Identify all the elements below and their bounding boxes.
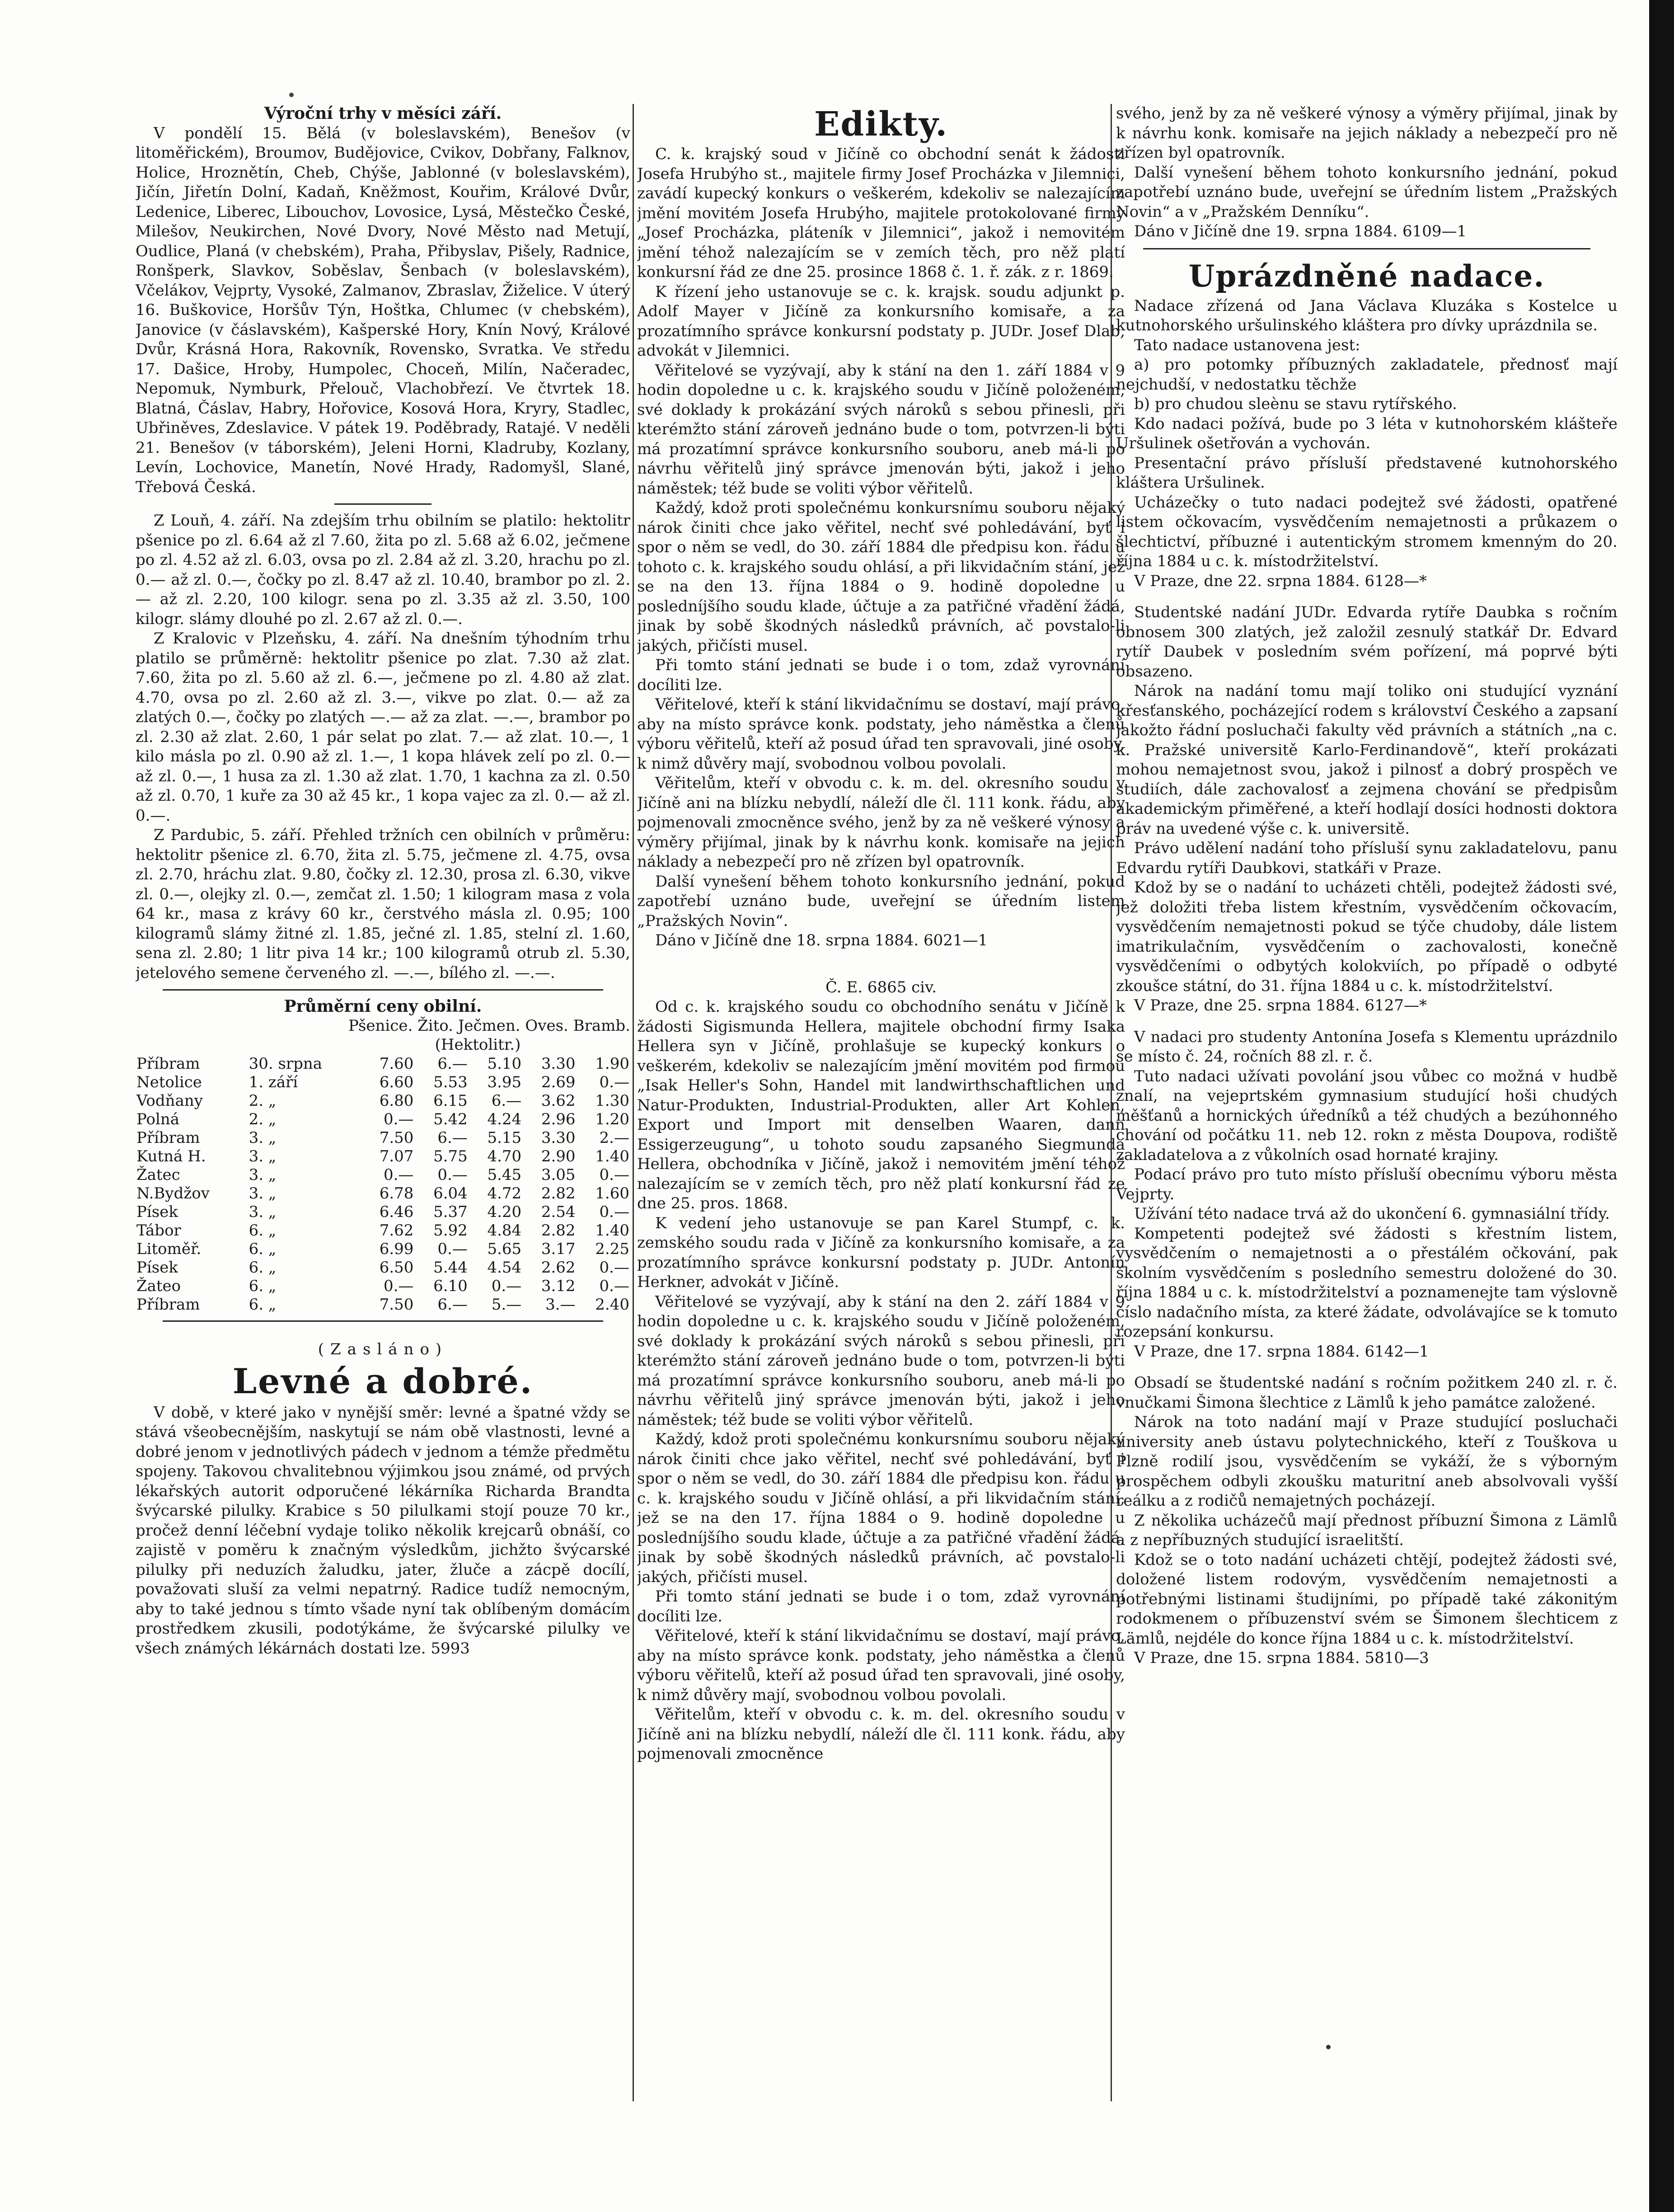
nadace-paragraph: Právo udělení nadání toho přísluší synu zakladatelovu, panu Edvardu rytíři Daubkovi, statkáři v Praze. (1116, 839, 1618, 877)
table-cell-price: 6.— (437, 1055, 468, 1073)
table-cell-price: 5.45 (487, 1166, 522, 1184)
table-cell-price: 6.46 (379, 1203, 414, 1221)
table-cell-price: 0.— (383, 1166, 414, 1184)
table-cell-price: 1.90 (595, 1055, 629, 1073)
nadace-paragraph: Kompetenti podejtež své žádosti s křestním listem, vysvědčením o nemajetnosti a o přestálém očkování, pak školním vysvědčením s posledního semestru doložené do 30. října 1884 u c. k. místodržitelství a poznamenejte tam výslovně číslo nadačního místa, za které žádate, odvolávajíce se k tomuto rozepsání konkursu. (1116, 1224, 1618, 1341)
edict-continuation: svého, jenž by za ně veškeré výnosy a výměry přijímal, jinak by k návrhu konk. komisaře na jejich náklady a nebezpečí pro ně zřízen byl opatrovník. (1116, 104, 1618, 162)
table-row (136, 1203, 630, 1221)
table-cell-price: 2.69 (541, 1073, 576, 1091)
table-cell-price: 5.42 (433, 1110, 468, 1128)
table-cell-price: 5.37 (433, 1203, 468, 1221)
edict-signature: Dáno v Jičíně dne 18. srpna 1884. 6021—1 (655, 931, 988, 949)
nadace-heading: Uprázdněné nadace. (1188, 258, 1545, 294)
nadace-paragraph: a) pro potomky příbuzných zakladatele, přednosť mají nejchudší, v nedostatku těchže (1116, 356, 1618, 394)
table-cell-price: 5.53 (433, 1073, 468, 1091)
table-cell-price: 7.60 (379, 1055, 414, 1073)
edict-paragraph: Věřitelové, kteří k stání likvidačnímu se dostaví, mají právo, aby na místo správce konk. podstaty, jeho náměstka a členů výboru věřitelů, kteří až posud úřad ten spravovali, jiné osoby, k nimž důvěry mají, svobodnou volbou povolali. (637, 695, 1125, 773)
table-cell-price: 5.44 (433, 1259, 468, 1277)
table-cell-price: 0.— (437, 1240, 468, 1258)
table-cell-price: 1.30 (595, 1092, 629, 1110)
table-cell-price: 3.05 (541, 1166, 576, 1184)
table-cell-town: Litoměř. (136, 1240, 202, 1258)
table-cell-price: 4.24 (487, 1110, 522, 1128)
table-cell-price: 6.60 (379, 1073, 414, 1091)
table-cell-date: 6. „ (249, 1259, 277, 1277)
separator (163, 1320, 603, 1322)
table-cell-price: 2.25 (595, 1240, 629, 1258)
table-cell-date: 6. „ (249, 1277, 277, 1295)
table-cell-price: 5.75 (433, 1147, 468, 1165)
column-left (136, 104, 630, 2092)
table-cell-price: 6.— (491, 1092, 522, 1110)
table-cell-price: 3.30 (541, 1129, 576, 1147)
edict-paragraph: Věřitelové se vyzývají, aby k stání na den 1. září 1884 v 9 hodin dopoledne u c. k. krajského soudu v Jičíně položeném, své doklady k prokázání svých nároků s sebou přinesli, při kterémžto stání zároveň jednáno bude o tom, potvrzen-li býti má prozatímní správce konkursního souboru, aneb má-li po návrhu věřitelů jiný správce jmenován býti, jakož i jeho náměstek; též bude se voliti výbor věřitelů. (637, 361, 1125, 498)
table-cell-date: 3. „ (249, 1203, 277, 1221)
table-cell-price: 0.— (599, 1203, 629, 1221)
table-cell-town: Netolice (136, 1073, 202, 1091)
markets-text: V pondělí 15. Bělá (v boleslavském), Benešov (v litoměřickém), Broumov, Budějovice, Cvikov, Dobřany, Falknov, Holice, Hroznětín, Cheb, Chýše, Jablonné (v boleslavském), Jičín, Jiřetín Dolní, Kadaň, Kněžmost, Kouřim, Králové Dvůr, Ledenice, Liberec, Libouchov, Lovosice, Lysá, Městečko České, Milešov, Neukirchen, Nové Dvory, Nové Město nad Metují, Oudlice, Planá (v chebském), Praha, Přibyslav, Pišely, Radnice, Ronšperk, Slavkov, Soběslav, Šenbach (v boleslavském), Včelákov, Vejprty, Vysoké, Zalmanov, Zbraslav, Žiželice. V úterý 16. Buškovice, Horšův Týn, Hoštka, Chlumec (v chebském), Janovice (v čáslavském), Kašperské Hory, Knín Nový, Králové Dvůr, Krásná Hora, Rakovník, Rovensko, Svratka. Ve středu 17. Dašice, Hroby, Humpolec, Choceň, Milín, Načeradec, Nepomuk, Nymburk, Přelouč, Vlachobřezí. Ve čtvrtek 18. Blatná, Čáslav, Habry, Hořovice, Kosová Hora, Kryry, Stadlec, Ubřiněves, Zdeslavice. V pátek 19. Poděbrady, Ratajé. V neděli 21. Benešov (v táborském), Jeleni Horni, Kladruby, Kozlany, Levín, Lochovice, Manetín, Nové Hrady, Radomyšl, Slané, Třebová Česká. (136, 124, 630, 496)
table-cell-date: 30. srpna (249, 1055, 323, 1073)
table-cell-price: 7.50 (379, 1129, 414, 1147)
pardubic-report: Z Pardubic, 5. září. Přehled tržních cen obilních v průměru: hektolitr pšenice zl. 6.70, žita zl. 5.75, ječmene zl. 4.75, ovsa zl. 2.70, hráchu zlat. 9.80, čočky zl. 12.30, prosa zl. 6.30, vikve zl. 0.—, olejky zl. 0.—, zemčat zl. 1.50; 1 kilogram masa z vola 64 kr., masa z krávy 60 kr., čerstvého másla zl. 0.95; 100 kilogramů slámy žitné zl. 1.85, ječné zl. 1.85, stelní zl. 1.60, sena zl. 2.80; 1 litr piva 14 kr.; 100 kilogramů otrub zl. 5.30, jetelového semene červeného zl. —.—, bílého zl. —.—. (136, 826, 630, 982)
table-cell-date: 6. „ (249, 1296, 277, 1314)
nadace-signature: V Praze, dne 17. srpna 1884. 6142—1 (1134, 1342, 1429, 1361)
nadace-paragraph: Tato nadace ustanovena jest: (1134, 336, 1360, 354)
table-cell-price: 7.62 (379, 1221, 414, 1240)
table-cell-town: Příbram (136, 1129, 200, 1147)
nadace-paragraph: Nárok na toto nadání mají v Praze studující posluchači university aneb ústavu polytechnického, kteří z Touškova u Plzně rodilí jsou, vysvědčením se vykáží, že s výborným prospěchem odbyli zkoušku maturitní aneb absolvovali vyšší reálku a z rodičů nemajetných pocházejí. (1116, 1413, 1618, 1510)
table-cell-town: Kutná H. (136, 1147, 206, 1165)
nadace-paragraph: Obsadí se študentské nadání s ročním požitkem 240 zl. r. č. vnučkami Šimona šlechtice z Lämlů k jeho památce založené. (1116, 1374, 1618, 1412)
table-cell-price: 4.54 (487, 1259, 522, 1277)
nadace-paragraph: V nadaci pro studenty Antonína Josefa s Klementu uprázdnilo se místo č. 24, ročních 88 zl. r. č. (1116, 1028, 1618, 1066)
table-cell-price: 2.— (599, 1129, 629, 1147)
table-cell-price: 7.50 (379, 1296, 414, 1314)
edict-paragraph: Věřitelům, kteří v obvodu c. k. m. del. okresního soudu v Jičíně ani na blízku nebydlí, náleží dle čl. 111 konk. řádu, aby pojmenovali zmocněnce (637, 1705, 1125, 1763)
table-cell-town: Písek (136, 1259, 178, 1277)
zaslano-label: (Zasláno) (318, 1340, 448, 1358)
table-cell-price: 2.82 (541, 1221, 576, 1240)
table-cell-price: 3.95 (487, 1073, 522, 1091)
nadace-paragraph: Kdo nadaci požívá, bude po 3 léta v kutnohorském klášteře Uršulinek ošetřován a vychován. (1116, 414, 1618, 452)
table-cell-price: 6.— (437, 1296, 468, 1314)
table-cell-price: 1.40 (595, 1147, 629, 1165)
table-cell-price: 2.40 (595, 1296, 629, 1314)
levne-text: V době, v které jako v nynější směr: levné a špatné vždy se stává všeobecnějším, naskytují se nám obě vlastnosti, levné a dobré jenom v jednotlivých pádech v jednom a témže předmětu spojeny. Takovou chvalitebnou výjimkou jsou známé, od prvých lékařských autorit odporučené lékárníka Richarda Brandta švýcarské pilulky. Krabice s 50 pilulkami stojí pouze 70 kr., pročež denní léčební vydaje toliko několik krejcarů obnáší, co zajistě v poměru k značným výsledkům, jichžto švýcarské pilulky při neduzích žaludku, jater, žluče a zácpě docílí, považovati sluší za velmi nepatrný. Radice tudíž nemocným, aby to také jednou s tímto všade nyní tak oblíbeným domácím prostředkem zkusili, podotýkáme, že švýcarské pilulky ve všech známých lékárnách dostati lze. 5993 (136, 1403, 630, 1658)
table-cell-price: 6.78 (379, 1184, 414, 1202)
table-cell-price: 3.12 (541, 1277, 576, 1295)
table-cell-price: 0.— (599, 1277, 629, 1295)
table-cell-price: 5.10 (487, 1055, 522, 1073)
table-row (136, 1110, 630, 1129)
levne-heading: Levné a dobré. (232, 1361, 534, 1401)
table-cell-date: 1. září (249, 1073, 298, 1091)
table-cell-price: 2.62 (541, 1259, 576, 1277)
table-cell-price: 4.70 (487, 1147, 522, 1165)
table-cell-town: Vodňany (136, 1092, 203, 1110)
table-cell-date: 6. „ (249, 1221, 277, 1240)
nadace-paragraph: Kdož by se o nadání to ucházeti chtěli, podejtež žádosti své, jež doložiti třeba listem křestním, vysvědčením očkovacím, vysvědčením nemajetnosti pokud se týče chudoby, dále listem imatrikulačním, vysvědčením o zachovalosti, konečně vysvědčeními o odbytých kolokviích, po případě o odbyté zkoušce státní, do 31. října 1884 u c. k. místodržitelství. (1116, 878, 1618, 995)
table-row (136, 1296, 630, 1314)
edict-paragraph: Každý, kdož proti společnému konkursnímu souboru nějaký nárok činiti chce jako věřitel, nechť své pohledávání, byť i spor o něm se vedl, do 30. září 1884 dle předpisu kon. řádu u tohoto c. k. krajského soudu ohlásí, a při likvidačním stání, jež se na den 13. října 1884 o 9. hodině dopoledne u posledníjšího soudu klade, účtuje a za patřičné vřadění žádá, jinak by sobě škodných následků právních, ač povstalo-li jakých, přičísti musel. (637, 499, 1125, 655)
table-cell-price: 0.— (437, 1166, 468, 1184)
column-right (1116, 104, 1618, 2110)
table-cell-date: 3. „ (249, 1129, 277, 1147)
nadace-paragraph: Nadace zřízená od Jana Václava Kluzáka s Kostelce u kutnohorského uršulinského kláštera pro dívky uprázdnila se. (1116, 296, 1618, 334)
table-row (136, 1073, 630, 1092)
edict-paragraph: Od c. k. krajského soudu co obchodního senátu v Jičíně k žádosti Sigismunda Hellera, majitele obchodní firmy Isaka Hellera syn v Jičíně, prohlašuje se kupecký konkurs o veškerém, kdekoliv se nalezajícím jmění movitém pod firmou „Isak Heller's Sohn, Handel mit landwirthschaftlichen und Natur-Produkten, Industrial-Produkten, aller Art Kohlen, Export und Import mit denselben Waaren, dann Essigerzeugung“, u tohoto soudu zapsaného Siegmunda Hellera, obchodníka v Jičíně, jakož i nemovitém jmění téhož nalezajícím se v zemích těch, pro něž platí konkursní řád ze dne 25. pros. 1868. (637, 998, 1125, 1212)
table-cell-price: 5.92 (433, 1221, 468, 1240)
column-rule (633, 104, 634, 2101)
table-cell-price: 6.99 (379, 1240, 414, 1258)
table-cell-town: Žatec (136, 1166, 180, 1184)
table-row (136, 1166, 630, 1184)
edict-paragraph: Při tomto stání jednati se bude i o tom, zdaž vyrovnání docíliti lze. (637, 1587, 1125, 1625)
edict-paragraph: Další vynešení během tohoto konkursního jednání, pokud zapotřebí uznáno bude, uveřejní se úředním listem „Pražských Novin“. (637, 872, 1125, 930)
table-cell-price: 0.— (383, 1110, 414, 1128)
edict-paragraph: K řízení jeho ustanovuje se c. k. krajsk. soudu adjunkt p. Adolf Mayer v Jičíně za konkursního komisaře, a za prozatímního správce konkursní podstaty p. JUDr. Josef Dlab, advokát v Jilemnici. (637, 282, 1125, 360)
table-cell-date: 3. „ (249, 1147, 277, 1165)
table-cell-date: 3. „ (249, 1166, 277, 1184)
table-cell-price: 1.40 (595, 1221, 629, 1240)
table-cell-price: 6.04 (433, 1184, 468, 1202)
table-cell-date: 2. „ (249, 1110, 277, 1128)
kralovic-report: Z Kralovic v Plzeňsku, 4. září. Na dnešním týhodním trhu platilo se průměrně: hektolitr pšenice po zlat. 7.30 až zlat. 7.60, žita po zl. 5.60 až zl. 6.—, ječmene po zl. 4.80 až zlat. 4.70, ovsa po zl. 2.60 až zl. 3.—, vikve po zlat. 0.— až za zlatých 0.—, čočky po zlatých —.— až za zlat. —.—, brambor po zl. 2.30 až zlat. 2.60, 1 pár selat po zlat. 7.— až zlat. 10.—, 1 kilo másla po zl. 0.90 až zl. 1.—, 1 kopa hlávek zelí po zl. 0.— až zl. 0.—, 1 husa za zl. 1.30 až zlat. 1.70, 1 kachna za zl. 0.50 až zl. 0.70, 1 kuře za 30 až 45 kr., 1 kopa vajec za zl. 0.— až zl. 0.—. (136, 629, 630, 825)
edict-paragraph: Každý, kdož proti společnému konkursnímu souboru nějaký nárok činiti chce jako věřitel, nechť své pohledávání, byť i spor o něm se vedl, do 30. září 1884 dle předpisu kon. řádu u c. k. krajského soudu v Jičíně ohlásí, a při likvidačním stání, jež se na den 17. října 1884 o 9. hodině dopoledne u posledníjšího soudu klade, účtuje a za patřičné vřadění žádá, jinak by sobě škodných následků právních, ač povstalo-li jakých, přičísti musel. (637, 1430, 1125, 1586)
table-cell-price: 0.— (599, 1073, 629, 1091)
table-cell-price: 3.30 (541, 1055, 576, 1073)
edict-signature: Dáno v Jičíně dne 19. srpna 1884. 6109—1 (1134, 222, 1467, 240)
table-cell-price: 6.10 (433, 1277, 468, 1295)
separator (334, 503, 431, 505)
nadace-paragraph: Kdož se o toto nadání ucházeti chtějí, podejtež žádosti své, doložené listem rodovým, vysvědčením nemajetnosti a potřebnými listinami študijními, po případě také zákonitým rodokmenem o příbuzenství svém se Šimonem šlechticem z Lämlů, nejdéle do konce října 1884 u c. k. místodržitelství. (1116, 1550, 1618, 1648)
prices-heading: Průměrní ceny obilní. (284, 997, 482, 1016)
edict-paragraph: Při tomto stání jednati se bude i o tom, zdaž vyrovnání docíliti lze. (637, 656, 1125, 694)
table-cell-price: 6.80 (379, 1092, 414, 1110)
table-cell-date: 2. „ (249, 1092, 277, 1110)
table-row (136, 1092, 630, 1110)
table-row (136, 1147, 630, 1166)
table-cell-price: 2.90 (541, 1147, 576, 1165)
table-cell-price: 3.62 (541, 1092, 576, 1110)
table-cell-town: Příbram (136, 1055, 200, 1073)
edict-paragraph: K vedení jeho ustanovuje se pan Karel Stumpf, c. k. zemského soudu rada v Jičíně za konkursního komisaře, a za prozatímního správce konkursní podstaty p. JUDr. Antonín Herkner, advokát v Jičíně. (637, 1214, 1125, 1291)
table-cell-price: 6.15 (433, 1092, 468, 1110)
table-cell-town: Žateo (136, 1277, 181, 1295)
table-cell-price: 4.72 (487, 1184, 522, 1202)
table-cell-price: 2.54 (541, 1203, 576, 1221)
nadace-paragraph: b) pro chudou sleènu se stavu rytířského. (1134, 395, 1457, 413)
table-row (136, 1129, 630, 1147)
table-cell-price: 7.07 (379, 1147, 414, 1165)
nadace-paragraph: Nárok na nadání tomu mají toliko oni studující vyznání křesťanského, pocházející rodem s království Českého a zapsaní jakožto řádní posluchači fakulty věd právních a státních „na c. k. Pražské universitě Karlo-Ferdinandově“, kteří prokázati mohou nemajetnost svou, jakož i pilnosť a dobrý prospěch ve studiích, dále zachovalosť a zejmena chování se předpisům akademickým přiměřené, a kteří hodlají dosíci hodnosti doktora práv na uvedené výše c. k. universitě. (1116, 682, 1618, 838)
table-cell-price: 5.15 (487, 1129, 522, 1147)
edict-paragraph: Věřitelové, kteří k stání likvidačnímu se dostaví, mají právo, aby na místo správce konk. podstaty, jeho náměstka a členů výboru věřitelů, kteří až posud úřad ten spravovali, jiné osoby, k nimž důvěry mají, svobodnou volbou povolali. (637, 1627, 1125, 1704)
table-cell-town: Písek (136, 1203, 178, 1221)
nadace-paragraph: Užívání této nadace trvá až do ukončení 6. gymnasiální třídy. (1134, 1205, 1610, 1223)
table-cell-price: 5.65 (487, 1240, 522, 1258)
edict-paragraph: Věřitelové se vyzývají, aby k stání na den 2. září 1884 v 9 hodin dopoledne u c. k. krajského soudu v Jičíně položeném, své doklady k prokázání svých nároků s sebou přinesli, při kterémžto stání zároveň jednáno bude o tom, potvrzen-li býti má prozatímní správce konkursního souboru, aneb má-li po návrhu věřitelů jiný správce jmenován býti, jakož i jeho náměstek; též bude se voliti výbor věřitelů. (637, 1292, 1125, 1429)
markets-heading: Výroční trhy v měsíci září. (264, 104, 502, 123)
nadace-paragraph: Presentační právo přísluší představené kutnohorského kláštera Uršulinek. (1116, 454, 1618, 492)
table-row (136, 1240, 630, 1259)
table-cell-price: 4.84 (487, 1221, 522, 1240)
prices-column-headers: Pšenice. Žito. Ječmen. Oves. Bramb. (348, 1016, 630, 1035)
prices-unit: (Hektolitr.) (435, 1035, 521, 1054)
table-cell-town: Příbram (136, 1296, 200, 1314)
table-cell-price: 2.96 (541, 1110, 576, 1128)
nadace-paragraph: Tuto nadaci užívati povolání jsou vůbec co možná v hudbě znalí, na vejeprtském gymnasium studující hoši chudých měšťanů a hornických úředníků a též chudých a bezúhonného chování od počátku 11. neb 12. rokn z města Doupova, rodiště zakladatelova a z vůkolních osad hornaté krajiny. (1116, 1067, 1618, 1164)
table-cell-date: 6. „ (249, 1240, 277, 1258)
prices-table (136, 1055, 630, 1314)
nadace-paragraph: Studentské nadání JUDr. Edvarda rytíře Daubka s ročním obnosem 300 zlatých, jež založil zesnulý statkář Dr. Edvard rytíř Daubek v posledním svém pořízení, má poprvé býti obsazeno. (1116, 603, 1618, 681)
nadace-paragraph: Podací právo pro tuto místo přísluší obecnímu výboru města Vejprty. (1116, 1165, 1618, 1203)
table-cell-town: N.Bydžov (136, 1184, 210, 1202)
table-cell-date: 3. „ (249, 1184, 277, 1202)
edict-paragraph: Věřitelům, kteří v obvodu c. k. m. del. okresního soudu v Jičíně ani na blízku nebydlí, náleží dle čl. 111 konk. řádu, aby pojmenovali zmocněnce svého, jenž by za ně veškeré výnosy a výměry přijímal, jinak by k návrhu konk. komisaře na jejich náklady a nebezpečí pro ně zřízen byl opatrovník. (637, 774, 1125, 871)
lous-report: Z Louň, 4. září. Na zdejším trhu obilním se platilo: hektolitr pšenice po zl. 6.64 až zl 7.60, žita po zl. 5.68 až 6.02, ječmene po zl. 4.52 až zl. 6.03, ovsa po zl. 2.84 až zl. 3.20, hrachu po zl. 0.— až zl. 0.—, čočky po zl. 8.47 až zl. 10.40, brambor po zl. 2.— až zl. 2.20, 100 kilogr. sena po zl. 3.35 až zl. 3.50, 100 kilogr. slámy dlouhé po zl. 2.67 až zl. 0.—. (136, 512, 630, 628)
nadace-signature: V Praze, dne 22. srpna 1884. 6128—* (1134, 572, 1427, 590)
column-middle (637, 104, 1125, 2165)
case-number: Č. E. 6865 civ. (825, 978, 937, 996)
edict-paragraph: C. k. krajský soud v Jičíně co obchodní senát k žádosti Josefa Hrubýho st., majitele firmy Josef Procházka v Jilemnici, zavádí kupecký konkurs o veškerém, kdekoliv se nalezajícím jmění movitém Josefa Hrubýho, majitele protokolované firmy „Josef Procházka, pláteník v Jilemnici“, jakož i nemovitém jmění téhož nalezajícím se v zemích těch, pro něž platí konkursní řád ze dne 25. prosince 1868 č. 1. ř. zák. z r. 1869. (637, 145, 1125, 281)
table-cell-price: 1.20 (595, 1110, 629, 1128)
nadace-paragraph: Ucházečky o tuto nadaci podejtež své žádosti, opatřené listem očkovacím, vysvědčením nemajetnosti a průkazem o šlechtictví, příbuzné i autentickým stromem kmenným do 20. října 1884 u c. k. místodržitelství. (1116, 493, 1618, 570)
edikty-heading: Edikty. (814, 105, 948, 144)
separator (163, 989, 603, 991)
edict-paragraph: Další vynešení během tohoto konkursního jednání, pokud zapotřebí uznáno bude, uveřejní se úředním listem „Pražských Novin“ a v „Pražském Denníku“. (1116, 163, 1618, 221)
table-cell-price: 6.50 (379, 1259, 414, 1277)
table-cell-town: Polná (136, 1110, 180, 1128)
table-cell-price: 1.60 (595, 1184, 629, 1202)
table-cell-price: 3.— (545, 1296, 576, 1314)
separator (1143, 248, 1590, 249)
nadace-signature: V Praze, dne 15. srpna 1884. 5810—3 (1134, 1649, 1429, 1667)
nadace-signature: V Praze, dne 25. srpna 1884. 6127—* (1134, 996, 1427, 1014)
table-cell-price: 4.20 (487, 1203, 522, 1221)
table-cell-price: 6.— (437, 1129, 468, 1147)
table-cell-price: 2.82 (541, 1184, 576, 1202)
table-cell-price: 0.— (599, 1259, 629, 1277)
table-cell-price: 0.— (383, 1277, 414, 1295)
table-cell-town: Tábor (136, 1221, 181, 1240)
ink-speck (289, 93, 294, 97)
nadace-paragraph: Z několika ucházečů mají přednost příbuzní Šimona z Lämlů a z nepříbuzných studující israelitští. (1116, 1511, 1618, 1549)
page-edge-shadow (1649, 0, 1674, 2212)
table-row (136, 1184, 630, 1203)
table-cell-price: 5.— (491, 1296, 522, 1314)
table-row (136, 1259, 630, 1277)
table-cell-price: 3.17 (541, 1240, 576, 1258)
table-row (136, 1277, 630, 1296)
table-row (136, 1221, 630, 1240)
table-cell-price: 0.— (491, 1277, 522, 1295)
table-row (136, 1055, 630, 1073)
table-cell-price: 0.— (599, 1166, 629, 1184)
